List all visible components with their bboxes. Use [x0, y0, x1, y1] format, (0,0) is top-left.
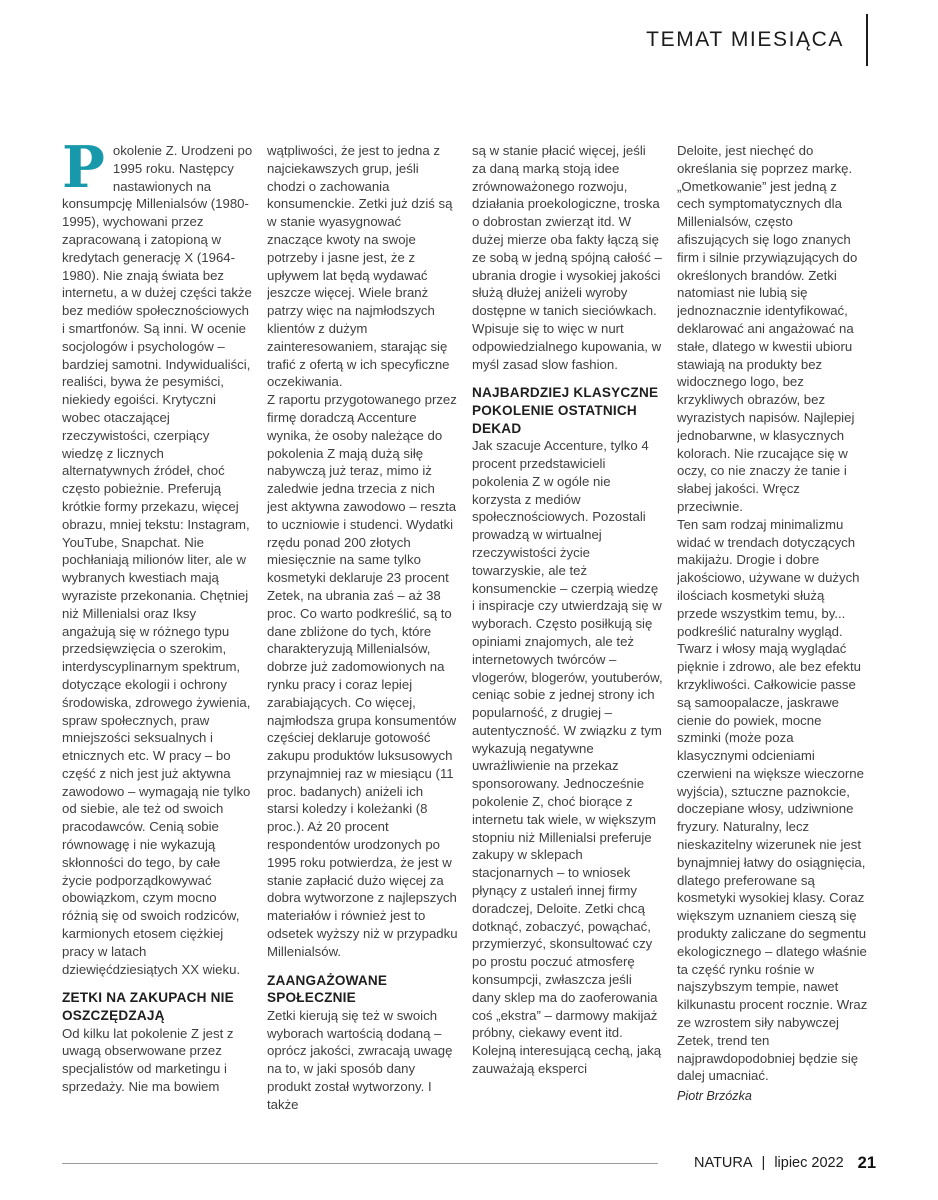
magazine-name: NATURA — [694, 1155, 753, 1171]
drop-cap-letter: P — [62, 142, 105, 201]
body-paragraph: Jak szacuje Accenture, tylko 4 procent przedstawicieli pokolenia Z w ogóle nie korzysta z mediów społecznościowych. Pozostali prowadzą w wirtualnej rzeczywistości życie towarzyskie, ale też konsumenckie – czerpią wiedzę i inspiracje czy utwierdzają się w wyborach. Często posiłkują się opiniami znajomych, ale też internetowych twórców – vlogerów, blogerów, youtuberów, ceniąc sobie z jednej strony ich popularność, z drugiej – autentyczność. W związku z tym wykazują negatywne uwrażliwienie na przekaz sponsorowany. Jednocześnie pokolenie Z, choć biorące z internetu tak wiele, w większym stopniu niż Millenialsi preferuje zakupy w sklepach stacjonarnych – to wniosek płynący z ustaleń innej firmy doradczej, Deloite. Zetki chcą dotknąć, zobaczyć, powąchać, przymierzyć, skonsultować czy po prostu poczuć atmosferę konsumpcji, zwłaszcza jeśli dany sklep ma do zaoferowania coś „ekstra” – darmowy makijaż próbny, ciekawy event itd. — [472, 438, 663, 1041]
body-paragraph: Pokolenie Z. Urodzeni po 1995 roku. Następcy nastawionych na konsumpcję Millenialsów (1980-1995), wychowani przez zapracowaną i zatopioną w kredytach generację X (1964-1980). Nie znają świata bez internetu, a w dużej części także bez mediów społecznościowych i smartfonów. Są inni. W ocenie socjologów i psychologów – bardziej samotni. Indywidualiści, realiści, bywa że pesymiści, niekiedy egoiści. Krytyczni wobec otaczającej rzeczywistości, czerpiący wiedzę z licznych alternatywnych źródeł, choć często pobieżnie. Preferują krótkie formy przekazu, więcej obrazu, mniej tekstu: Instagram, YouTube, Snapchat. Nie pochłaniają milionów liter, ale w wybranych kwestiach mają wyraziste przekonania. Chętniej niż Millenialsi oraz Iksy angażują się w różnego typu przedsięwzięcia o szerokim, interdyscyplinarnym spektrum, dotyczące ekologii i ochrony środowiska, zdrowego żywienia, spraw społecznych, praw mniejszości seksualnych i etnicznych etc. W pracy – bo część z nich jest już aktywna zawodowo – wymagają nie tylko od siebie, ale też od swoich pracodawców. Cenią sobie równowagę i nie wykazują skłonności do tego, by całe życie podporządkowywać obowiązkom, czym mocno różnią się od swoich rodziców, karmionych etosem ciężkiej pracy w latach dziewięćdziesiątych XX wieku. — [62, 142, 253, 977]
footer-separator: | — [761, 1155, 766, 1171]
text-column-3 — [472, 142, 663, 1127]
page-footer — [62, 1153, 876, 1173]
page-number: 21 — [857, 1153, 876, 1172]
section-heading: ZETKI NA ZAKUPACH NIE OSZCZĘDZAJĄ — [62, 990, 234, 1024]
body-paragraph: Z raportu przygotowanego przez firmę doradczą Accenture wynika, że osoby należące do pokolenia Z mają dużą siłę nabywczą już teraz, mimo iż zaledwie jedna trzecia z nich jest aktywna zawodowo – reszta to uczniowie i studenci. Wydatki rzędu ponad 200 złotych miesięcznie na same tylko kosmetyki deklaruje 23 procent Zetek, na ubrania zaś – aż 38 proc. Co warto podkreślić, są to dane zbliżone do tych, które charakteryzują Millenialsów, dobrze już zadomowionych na rynku pracy i coraz lepiej zarabiających. Co więcej, najmłodsza grupa konsumentów częściej deklaruje gotowość zakupu produktów luksusowych przynajmniej raz w miesiącu (11 proc. badanych) aniżeli ich starsi koledzy i koleżanki (8 proc.). Aż 20 procent respondentów urodzonych po 1995 roku potwierdza, że jest w stanie zapłacić dużo więcej za dobra wytworzone z najlepszych materiałów i również jest to odsetek wyższy niż w przypadku Millenialsów. — [267, 392, 458, 959]
body-paragraph: Ten sam rodzaj minimalizmu widać w trendach dotyczących makijażu. Drogie i dobre jakościowo, używane w dużych ilościach kosmetyki służą przede wszystkim temu, by... podkreślić naturalny wygląd. Twarz i włosy mają wyglądać pięknie i zdrowo, ale bez efektu krzykliwości. Całkowicie passe są samoopalacze, jaskrawe cienie do powiek, mocne szminki (może poza klasycznymi odcieniami czerwieni na większe wieczorne wyjścia), sztuczne paznokcie, doczepiane włosy, udziwnione fryzury. Naturalny, lecz nieskazitelny wizerunek nie jest bynajmniej łatwy do osiągnięcia, dlatego preferowane są kosmetyki wysokiej klasy. Coraz większym uznaniem cieszą się produkty zaliczane do segmentu ekologicznego – dlatego właśnie ta część rynku rośnie w najszybszym tempie, nawet kilkunastu procent rocznie. Wraz ze wzrostem siły nabywczej Zetek, trend ten najprawdopodobniej będzie się dalej umacniać. — [677, 516, 868, 1084]
body-paragraph: Od kilku lat pokolenie Z jest z uwagą obserwowane przez specjalistów od marketingu i sprzedaży. Nie ma bowiem — [62, 1025, 234, 1095]
author-byline: Piotr Brzózka — [677, 1089, 752, 1104]
body-paragraph: Zetki kierują się też w swoich wyborach wartością dodaną – oprócz jakości, zwracają uwagę na to, w jaki sposób dany produkt został wytworzony. I także — [267, 1007, 453, 1112]
body-paragraph: Deloite, jest niechęć do określania się poprzez markę. „Ometkowanie” jest jedną z cech symptomatycznych dla Millenialsów, często afiszujących się logo znanych firm i silnie przywiązujących do określonych brandów. Zetki natomiast nie lubią się jednoznacznie identyfikować, deklarować ani angażować na stałe, dlatego w kwestii ubioru stawiają na produkty bez widocznego logo, bez krzykliwych obrazów, bez wyrazistych napisów. Najlepiej jednobarwne, w klasycznych kolorach. Nie rzucające się w oczy, co nie znaczy że tanie i słabej jakości. Wręcz przeciwnie. — [677, 143, 858, 514]
body-paragraph: Kolejną interesującą cechą, jaką zauważają eksperci — [472, 1043, 662, 1077]
page-header — [646, 14, 868, 66]
issue-date: lipiec 2022 — [774, 1155, 844, 1171]
body-paragraph: wątpliwości, że jest to jedna z najciekawszych grup, jeśli chodzi o zachowania konsumenckie. Zetki już dziś są w stanie wyasygnować znaczące kwoty na swoje potrzeby i jasne jest, że z upływem lat będą wydawać jeszcze więcej. Wiele branż patrzy więc na najmłodszych klientów z dużym zainteresowaniem, starając się trafić z ofertą w ich specyficzne oczekiwania. — [267, 143, 453, 390]
article-body — [62, 142, 868, 1127]
footer-issue-info — [694, 1155, 844, 1171]
section-heading: ZAANGAŻOWANE SPOŁECZNIE — [267, 972, 388, 1006]
section-title: TEMAT MIESIĄCA — [646, 28, 844, 51]
section-heading: NAJBARDZIEJ KLASYCZNE POKOLENIE OSTATNICH DEKAD — [472, 385, 659, 436]
text-column-2 — [267, 142, 458, 1127]
text-column-1 — [62, 142, 253, 1127]
text-column-4 — [677, 142, 868, 1127]
footer-rule — [62, 1163, 658, 1164]
header-divider-bar — [866, 14, 868, 66]
body-paragraph: są w stanie płacić więcej, jeśli za daną marką stoją idee zrównoważonego rozwoju, działania proekologiczne, troska o dobrostan zwierząt itd. W dużej mierze oba fakty łączą się ze sobą w jedną spójną całość – ubrania drogie i wysokiej jakości służą dłużej aniżeli wyroby dostępne w tanich sieciówkach. Wpisuje się to więc w nurt odpowiedzialnego kupowania, w myśl zasad slow fashion. — [472, 143, 662, 372]
